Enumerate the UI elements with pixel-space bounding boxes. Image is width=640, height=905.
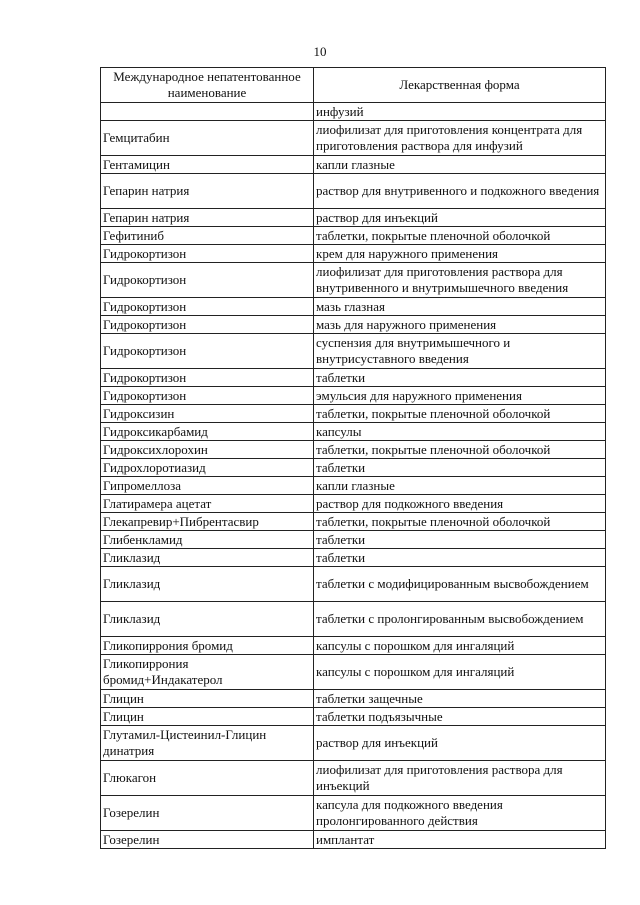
table-row: [101, 567, 606, 602]
table-row: [101, 796, 606, 831]
dosage-form-cell: капсулы с порошком для ингаляций: [314, 637, 606, 655]
drug-name-cell: Гепарин натрия: [101, 174, 314, 209]
drug-name-cell: Гликопиррония бромид: [101, 637, 314, 655]
drug-name-cell: Глибенкламид: [101, 531, 314, 549]
table-row: [101, 263, 606, 298]
drug-name-cell: Гемцитабин: [101, 121, 314, 156]
dosage-form-cell: раствор для подкожного введения: [314, 495, 606, 513]
dosage-form-cell: раствор для внутривенного и подкожного введения: [314, 174, 606, 209]
drug-name-cell: Гипромеллоза: [101, 477, 314, 495]
drug-name-cell: Гозерелин: [101, 831, 314, 849]
drug-name-cell: Гидроксизин: [101, 405, 314, 423]
drug-name-cell: Глицин: [101, 690, 314, 708]
dosage-form-cell: таблетки с пролонгированным высвобождением: [314, 602, 606, 637]
table-row: [101, 549, 606, 567]
drug-name-cell: Глицин: [101, 708, 314, 726]
drug-name-cell: Глутамил-Цистеинил-Глицин динатрия: [101, 726, 314, 761]
table-row: [101, 209, 606, 227]
dosage-form-cell: суспензия для внутримышечного и внутрисуставного введения: [314, 334, 606, 369]
drug-name-cell: Глекапревир+Пибрентасвир: [101, 513, 314, 531]
table-row: [101, 459, 606, 477]
drug-name-cell: Гидрокортизон: [101, 387, 314, 405]
table-row: [101, 121, 606, 156]
drug-name-cell: Гидрохлоротиазид: [101, 459, 314, 477]
table-row: [101, 387, 606, 405]
drug-name-cell: Гидрокортизон: [101, 316, 314, 334]
dosage-form-cell: таблетки с модифицированным высвобождением: [314, 567, 606, 602]
table-row: [101, 298, 606, 316]
drug-name-cell: Гидрокортизон: [101, 298, 314, 316]
table-row: [101, 227, 606, 245]
drug-table: [100, 67, 606, 849]
page-number: 10: [313, 44, 327, 59]
column-header-dosage-form: Лекарственная форма: [314, 68, 606, 103]
dosage-form-cell: мазь для наружного применения: [314, 316, 606, 334]
drug-name-cell: [101, 103, 314, 121]
dosage-form-cell: капли глазные: [314, 477, 606, 495]
column-header-inn: Международное непатентованное наименование: [101, 68, 314, 103]
dosage-form-cell: таблетки, покрытые пленочной оболочкой: [314, 441, 606, 459]
dosage-form-cell: таблетки: [314, 459, 606, 477]
table-row: [101, 726, 606, 761]
dosage-form-cell: капсулы с порошком для ингаляций: [314, 655, 606, 690]
dosage-form-cell: таблетки, покрытые пленочной оболочкой: [314, 227, 606, 245]
drug-name-cell: Гентамицин: [101, 156, 314, 174]
dosage-form-cell: таблетки: [314, 549, 606, 567]
drug-name-cell: Гидрокортизон: [101, 369, 314, 387]
table-row: [101, 513, 606, 531]
table-row: [101, 334, 606, 369]
dosage-form-cell: капсулы: [314, 423, 606, 441]
drug-name-cell: Гликлазид: [101, 602, 314, 637]
drug-name-cell: Гидрокортизон: [101, 334, 314, 369]
dosage-form-cell: мазь глазная: [314, 298, 606, 316]
dosage-form-cell: лиофилизат для приготовления раствора для инъекций: [314, 761, 606, 796]
dosage-form-cell: таблетки: [314, 369, 606, 387]
dosage-form-cell: таблетки защечные: [314, 690, 606, 708]
table-row: [101, 831, 606, 849]
table-row: [101, 637, 606, 655]
drug-name-cell: Гидрокортизон: [101, 245, 314, 263]
table-row: [101, 531, 606, 549]
drug-name-cell: Гидроксихлорохин: [101, 441, 314, 459]
table-row: [101, 690, 606, 708]
table-body: [101, 103, 606, 849]
dosage-form-cell: эмульсия для наружного применения: [314, 387, 606, 405]
drug-name-cell: Гидроксикарбамид: [101, 423, 314, 441]
table-row: [101, 477, 606, 495]
table-row: [101, 405, 606, 423]
drug-name-cell: Гликлазид: [101, 567, 314, 602]
table-row: [101, 174, 606, 209]
drug-name-cell: Гидрокортизон: [101, 263, 314, 298]
drug-name-cell: Гликлазид: [101, 549, 314, 567]
dosage-form-cell: таблетки: [314, 531, 606, 549]
table-header-row: [101, 68, 606, 103]
dosage-form-cell: раствор для инъекций: [314, 726, 606, 761]
table-row: [101, 316, 606, 334]
drug-name-cell: Гепарин натрия: [101, 209, 314, 227]
drug-name-cell: Глюкагон: [101, 761, 314, 796]
table-row: [101, 245, 606, 263]
drug-name-cell: Гефитиниб: [101, 227, 314, 245]
dosage-form-cell: лиофилизат для приготовления раствора для внутривенного и внутримышечного введения: [314, 263, 606, 298]
dosage-form-cell: раствор для инъекций: [314, 209, 606, 227]
table-row: [101, 423, 606, 441]
table-row: [101, 708, 606, 726]
dosage-form-cell: инфузий: [314, 103, 606, 121]
dosage-form-cell: имплантат: [314, 831, 606, 849]
dosage-form-cell: лиофилизат для приготовления концентрата для приготовления раствора для инфузий: [314, 121, 606, 156]
table-row: [101, 441, 606, 459]
table-row: [101, 495, 606, 513]
dosage-form-cell: таблетки, покрытые пленочной оболочкой: [314, 513, 606, 531]
table-row: [101, 103, 606, 121]
drug-name-cell: Гозерелин: [101, 796, 314, 831]
dosage-form-cell: крем для наружного применения: [314, 245, 606, 263]
drug-name-cell: Гликопиррония бромид+Индакатерол: [101, 655, 314, 690]
table-row: [101, 761, 606, 796]
dosage-form-cell: капли глазные: [314, 156, 606, 174]
dosage-form-cell: капсула для подкожного введения пролонгированного действия: [314, 796, 606, 831]
dosage-form-cell: таблетки подъязычные: [314, 708, 606, 726]
table-row: [101, 602, 606, 637]
table-row: [101, 655, 606, 690]
table-row: [101, 369, 606, 387]
table-row: [101, 156, 606, 174]
dosage-form-cell: таблетки, покрытые пленочной оболочкой: [314, 405, 606, 423]
drug-name-cell: Глатирамера ацетат: [101, 495, 314, 513]
